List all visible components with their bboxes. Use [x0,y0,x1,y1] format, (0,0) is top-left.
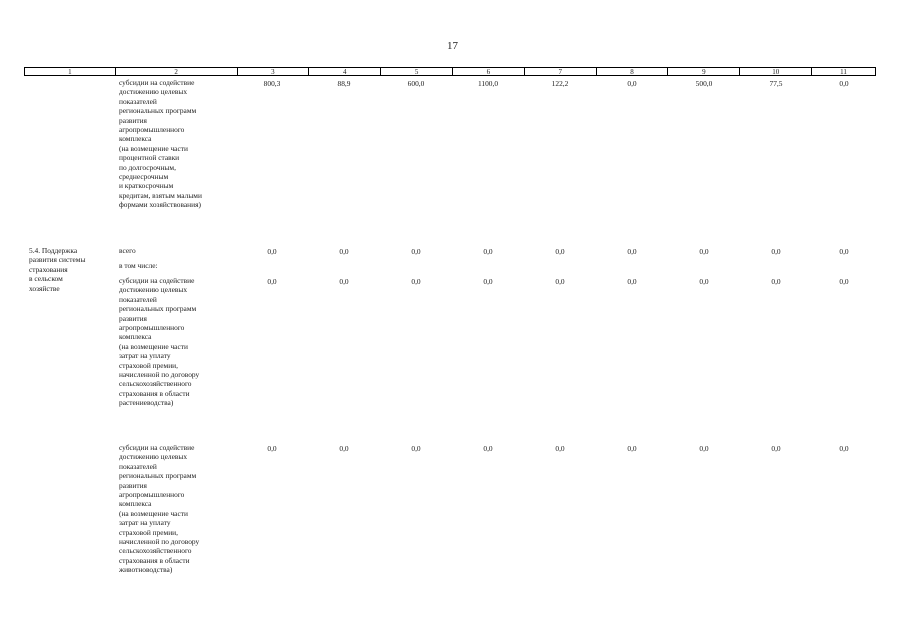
value-cell: 800,3 [263,79,281,88]
value-cell: 0,0 [483,444,493,453]
value-cell: 0,0 [483,277,493,286]
value-cell: 0,0 [267,247,277,256]
column-header-5: 5 [380,68,452,75]
value-cell: 0,0 [771,444,781,453]
value-cell: 0,0 [339,277,349,286]
value-cell: 0,0 [699,277,709,286]
value-cell: 0,0 [339,444,349,453]
value-cell: 0,0 [339,247,349,256]
value-cell: 0,0 [555,277,565,286]
value-cell: 0,0 [627,444,637,453]
column-header-3: 3 [237,68,309,75]
value-cell: 0,0 [483,247,493,256]
value-cell: 122,2 [551,79,569,88]
value-cell: 0,0 [267,277,277,286]
page-number: 17 [447,40,458,52]
value-cell: 77,5 [769,79,783,88]
value-cell: 500,0 [695,79,713,88]
value-cell: 0,0 [839,79,849,88]
value-cell: 0,0 [839,247,849,256]
value-cell: 0,0 [771,247,781,256]
value-cell: 88,9 [337,79,351,88]
table-header-row [24,67,876,76]
column-header-10: 10 [739,68,811,75]
value-cell: 0,0 [555,247,565,256]
value-cell: 1100,0 [477,79,499,88]
value-cell: 0,0 [411,277,421,286]
value-cell: 600,0 [407,79,425,88]
value-cell: 0,0 [699,247,709,256]
value-cell: 0,0 [627,277,637,286]
value-cell: 0,0 [267,444,277,453]
value-cell: 0,0 [411,444,421,453]
value-cell: 0,0 [699,444,709,453]
column-header-7: 7 [524,68,596,75]
value-cell: 0,0 [839,444,849,453]
value-cell: 0,0 [627,247,637,256]
column-header-6: 6 [452,68,524,75]
row-label-total: всего [119,246,136,255]
value-cell: 0,0 [771,277,781,286]
row-label-crop-insurance-subsidy: субсидии на содействие достижению целевых показателей региональных программ развития агропромышленного комплекса (на возмещение части затрат на уплату страховой премии, начисленной по договору сельскохозяйственного страхования в области растениеводства) [119,276,200,408]
value-cell: 0,0 [411,247,421,256]
row-label-including: в том числе: [119,261,158,270]
column-header-9: 9 [667,68,739,75]
value-cell: 0,0 [839,277,849,286]
column-header-2: 2 [115,68,237,75]
row-label-livestock-insurance-subsidy: субсидии на содействие достижению целевых показателей региональных программ развития агропромышленного комплекса (на возмещение части затрат на уплату страховой премии, начисленной по договору сельскохозяйственного страхования в области животноводства) [119,443,200,575]
column-header-1: 1 [68,68,72,76]
value-cell: 0,0 [627,79,637,88]
column-header-8: 8 [596,68,668,75]
column-header-11: 11 [811,68,875,75]
section-title-5-4: 5.4. Поддержка развития системы страхования в сельском хозяйстве [29,246,86,293]
row-label-interest-subsidy: субсидии на содействие достижению целевых показателей региональных программ развития агропромышленного комплекса (на возмещение части процентной ставки по долгосрочным, среднесрочным и краткосрочным кредитам, взятым малыми формами хозяйствования) [119,78,202,210]
value-cell: 0,0 [555,444,565,453]
column-header-4: 4 [308,68,380,75]
